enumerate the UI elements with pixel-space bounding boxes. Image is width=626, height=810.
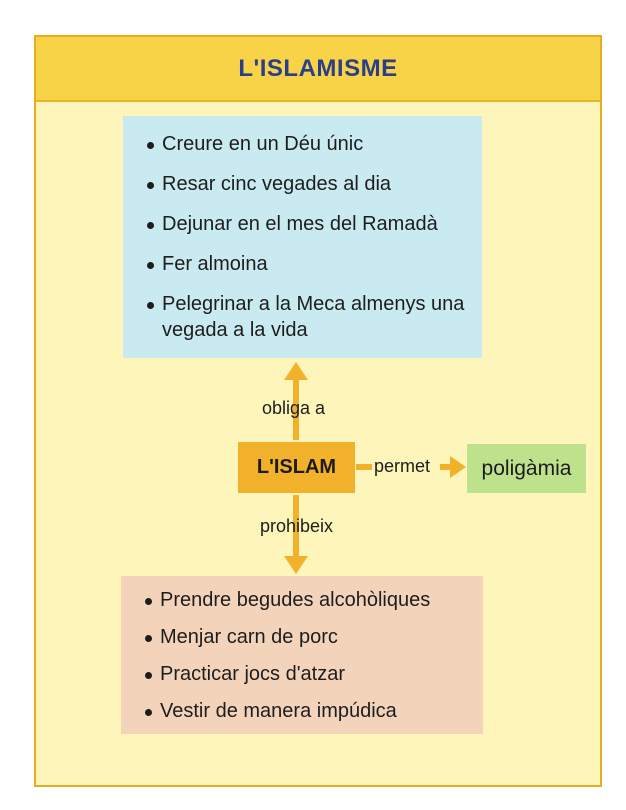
list-item: Fer almoina bbox=[144, 251, 482, 277]
list-item: Resar cinc vegades al dia bbox=[144, 171, 482, 197]
list-item: Vestir de manera impúdica bbox=[142, 698, 483, 724]
permitted-node: poligàmia bbox=[467, 444, 586, 493]
list-item: Prendre begudes alcohòliques bbox=[142, 587, 483, 613]
prohibitions-list bbox=[121, 576, 483, 724]
arrow-right-head-icon bbox=[450, 456, 466, 478]
list-item: Practicar jocs d'atzar bbox=[142, 661, 483, 687]
obligations-box bbox=[123, 116, 482, 358]
relation-label-permet: permet bbox=[374, 456, 431, 476]
list-item: Dejunar en el mes del Ramadà bbox=[144, 211, 482, 237]
relation-label-obliga: obliga a bbox=[262, 398, 326, 418]
arrow-down-head-icon bbox=[284, 556, 308, 574]
list-item: Menjar carn de porc bbox=[142, 624, 483, 650]
prohibitions-box bbox=[121, 576, 483, 734]
relation-label-prohibeix: prohibeix bbox=[260, 516, 334, 536]
obligations-list bbox=[123, 116, 482, 343]
arrow-up-head-icon bbox=[284, 362, 308, 380]
list-item: Pelegrinar a la Meca almenys una vegada a la vida bbox=[144, 291, 482, 343]
panel-title: L'ISLAMISME bbox=[238, 55, 398, 82]
list-item: Creure en un Déu únic bbox=[144, 131, 482, 157]
center-node: L'ISLAM bbox=[238, 442, 355, 493]
